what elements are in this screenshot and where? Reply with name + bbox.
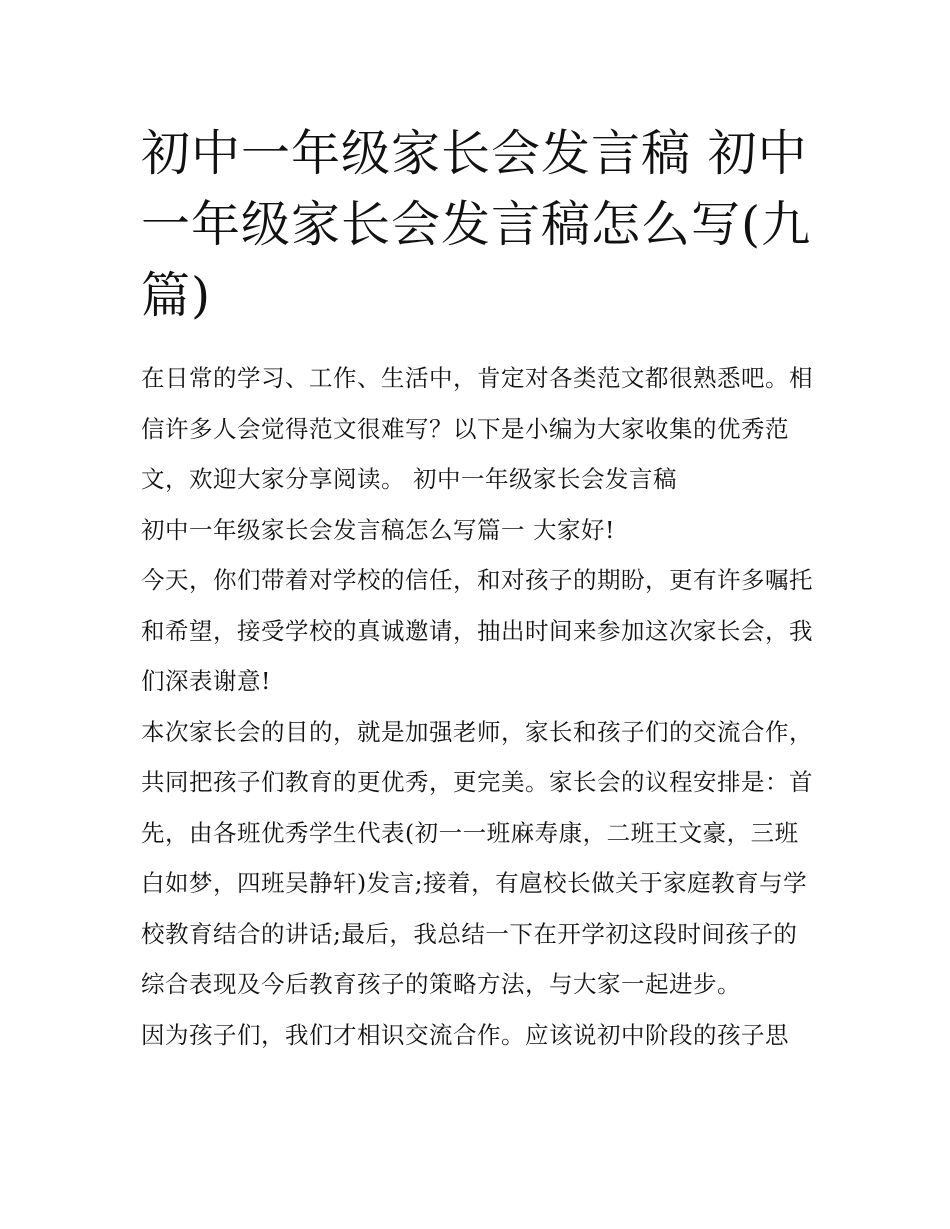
- paragraph-greeting: 初中一年级家长会发言稿怎么写篇一 大家好!: [141, 515, 615, 544]
- document-content: [141, 118, 813, 1060]
- paragraph-agenda: 本次家长会的目的，就是加强老师，家长和孩子们的交流合作，共同把孩子们教育的更优秀，更完美。家长会的议程安排是：首先，由各班优秀学生代表(初一一班麻寿康，二班王文豪，三班白如梦，四班吴静轩)发言;接着，有扈校长做关于家庭教育与学校教育结合的讲话;最后，我总结一下在开学初这段时间孩子的综合表现及今后教育孩子的策略方法，与大家一起进步。: [141, 717, 813, 998]
- paragraph-intro: 在日常的学习、工作、生活中，肯定对各类范文都很熟悉吧。相信许多人会觉得范文很难写？以下是小编为大家收集的优秀范文，欢迎大家分享阅读。 初中一年级家长会发言稿: [141, 364, 813, 493]
- document-title: 初中一年级家长会发言稿 初中一年级家长会发言稿怎么写(九篇): [141, 125, 812, 324]
- document-body: [141, 353, 813, 1060]
- paragraph-closing: 因为孩子们，我们才相识交流合作。应该说初中阶段的孩子思: [141, 1020, 789, 1049]
- paragraph-thanks: 今天，你们带着对学校的信任，和对孩子的期盼，更有许多嘱托和希望，接受学校的真诚邀请，抽出时间来参加这次家长会，我们深表谢意!: [141, 566, 813, 695]
